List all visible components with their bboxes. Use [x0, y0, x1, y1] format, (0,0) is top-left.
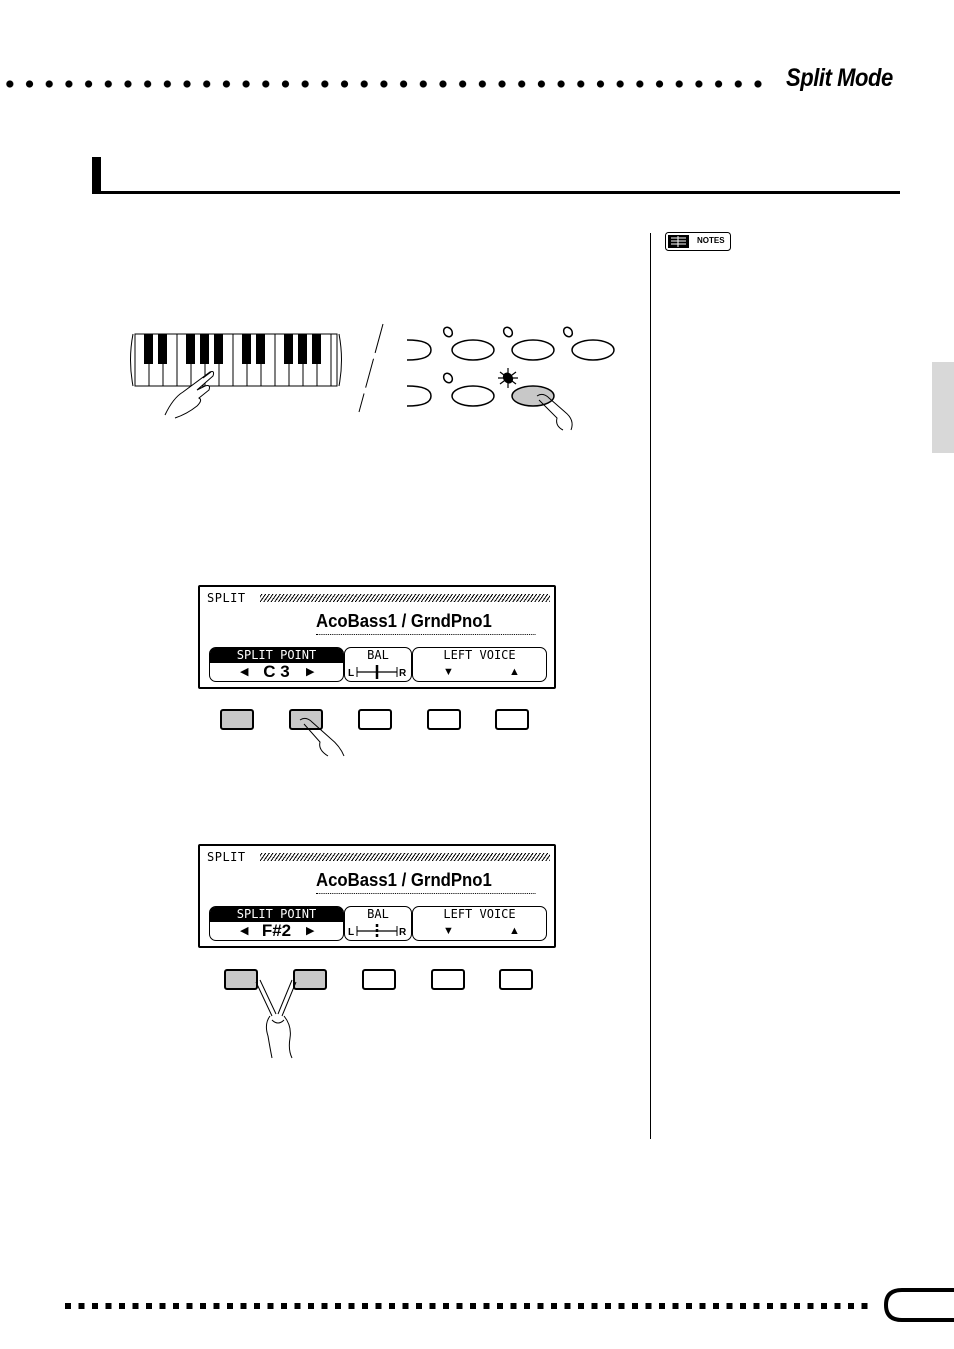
menu-button-3[interactable] — [358, 709, 392, 730]
lcd-voice-names: AcoBass1 / GrndPno1 — [316, 870, 535, 894]
left-voice-label: LEFT VOICE — [443, 648, 516, 662]
arrow-up-icon: ▲ — [509, 666, 520, 678]
menu-button-3[interactable] — [362, 969, 396, 990]
left-voice-menu — [412, 906, 547, 941]
chapter-thumb-tab — [932, 362, 954, 453]
split-point-label: SPLIT POINT — [210, 648, 343, 663]
arrow-up-icon: ▲ — [509, 925, 520, 937]
lcd-menu — [209, 906, 548, 943]
balance-slider-icon — [347, 664, 409, 680]
arrow-down-icon: ▼ — [443, 666, 454, 678]
lcd-title-hatch — [260, 853, 550, 861]
arrow-left-icon: ◀ — [240, 666, 249, 678]
lcd-display-split-c3 — [198, 585, 556, 689]
split-point-value: C 3 — [263, 662, 290, 681]
balance-left-letter: L — [348, 927, 355, 938]
split-point-menu — [209, 906, 344, 941]
header-dot-leader — [0, 78, 770, 90]
menu-button-1[interactable] — [220, 709, 254, 730]
notes-column-divider — [650, 233, 651, 1139]
voice-buttons-icon — [407, 326, 614, 406]
section-heading-rule — [92, 191, 900, 194]
split-point-value: F#2 — [261, 921, 292, 940]
balance-menu — [344, 906, 412, 941]
two-finger-hand-icon — [248, 976, 308, 1061]
balance-label: BAL — [367, 907, 389, 921]
arrow-right-icon: ▶ — [306, 666, 315, 678]
menu-button-5[interactable] — [499, 969, 533, 990]
arrow-down-icon: ▼ — [443, 925, 454, 937]
lcd-title: SPLIT — [207, 850, 246, 864]
left-voice-label: LEFT VOICE — [443, 907, 516, 921]
balance-right-letter: R — [399, 927, 407, 938]
section-heading-bar — [92, 157, 101, 194]
balance-left-letter: L — [348, 668, 355, 679]
menu-button-4[interactable] — [427, 709, 461, 730]
keyboard-panel-illustration — [125, 320, 625, 435]
lcd-title: SPLIT — [207, 591, 246, 605]
page-number-tab — [882, 1288, 954, 1324]
left-voice-menu — [412, 647, 547, 682]
arrow-left-icon: ◀ — [240, 925, 249, 937]
lcd-display-split-f2 — [198, 844, 556, 948]
keyboard-icon — [131, 334, 342, 418]
menu-button-4[interactable] — [431, 969, 465, 990]
balance-right-letter: R — [399, 668, 407, 679]
notes-badge — [665, 232, 731, 251]
balance-label: BAL — [367, 648, 389, 662]
page-header-title: Split Mode — [786, 64, 893, 92]
lcd-menu — [209, 647, 548, 684]
lcd-voice-names: AcoBass1 / GrndPno1 — [316, 611, 535, 635]
split-point-label: SPLIT POINT — [210, 907, 343, 922]
lcd-title-hatch — [260, 594, 550, 602]
split-point-menu — [209, 647, 344, 682]
menu-button-5[interactable] — [495, 709, 529, 730]
balance-menu — [344, 647, 412, 682]
footer-dash-leader — [65, 1301, 873, 1311]
pressing-hand-icon — [296, 714, 351, 759]
balance-slider-icon — [347, 923, 409, 939]
notes-label: NOTES — [697, 236, 725, 245]
arrow-right-icon: ▶ — [306, 925, 315, 937]
